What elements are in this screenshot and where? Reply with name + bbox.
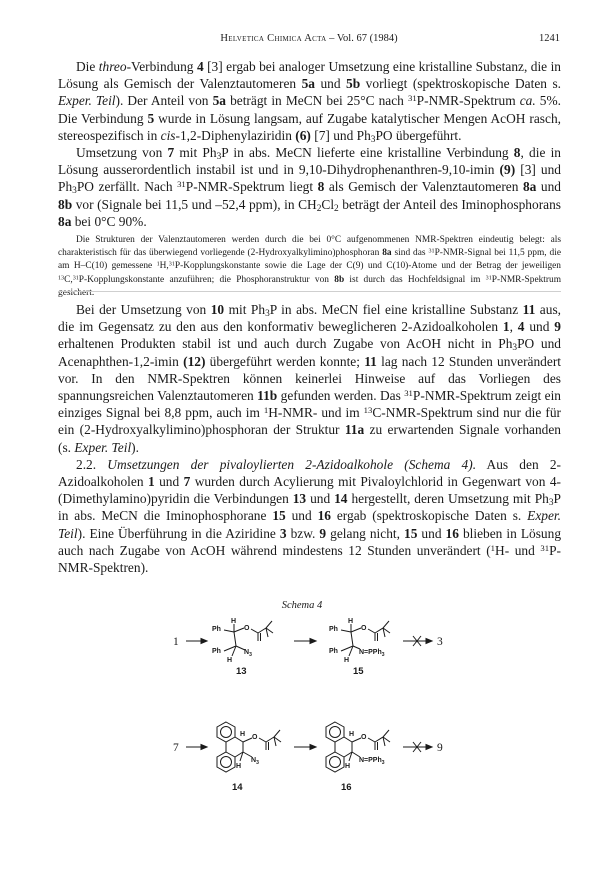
scheme-title: Schema 4 xyxy=(281,600,323,611)
svg-text:Ph: Ph xyxy=(212,626,221,633)
scheme-label-3: 3 xyxy=(437,636,443,648)
arrowhead xyxy=(310,745,316,750)
paragraph-section-2-2: 2.2. Umsetzungen der pivaloylierten 2-Azidoalkohole (Schema 4). Aus den 2-Azidoalkoholen 1 und 7 wurden durch Acylierung mit Pivaloylchlorid in Gegenwart von 4-(Dimethylamino)pyridin die Verbindungen 13 und 14 hergestellt, deren Umsetzung mit $Ph_3P$ in abs. MeCN die Iminophosphorane 15 und 16 ergab (spektroskopische Daten s. Exper. Teil). Eine Überführung in die Aziridine 3 bzw. 9 gelang nicht, 15 und 16 blieben in Lösung auch nach Zugabe von AcOH während mindestens 12 Stunden unverändert ($^1$H- und $^{31}$P-NMR-Spektren). xyxy=(58,456,562,576)
structure-15 xyxy=(329,618,390,664)
structure-14 xyxy=(217,722,281,772)
scheme-label-7: 7 xyxy=(173,742,179,754)
svg-text:N3: $N_3$ xyxy=(244,649,252,658)
svg-text:N=PPh3: N=PPh$_3$ xyxy=(359,649,385,658)
svg-text:Ph: Ph xyxy=(212,648,221,655)
journal-volume: Vol. 67 (1984) xyxy=(336,33,398,44)
svg-text:O: O xyxy=(361,625,367,632)
svg-text:H: H xyxy=(236,763,242,770)
scheme-label-9: 9 xyxy=(437,742,443,754)
svg-text:H: H xyxy=(345,763,351,770)
running-header: Helvetica Chimica Acta – Vol. 67 (1984) 1241 xyxy=(220,33,560,44)
no-reaction-arrow xyxy=(403,742,432,752)
svg-text:O: O xyxy=(244,625,250,632)
svg-text:O: O xyxy=(252,734,258,741)
arrowhead xyxy=(201,745,207,750)
svg-text:Ph: Ph xyxy=(329,626,338,633)
scheme-label-16: 16 xyxy=(341,782,352,793)
svg-text:H: H xyxy=(348,618,354,625)
page-number: 1241 xyxy=(539,33,560,44)
svg-text:H: H xyxy=(231,618,237,625)
scheme-label-1: 1 xyxy=(173,636,179,648)
no-reaction-arrow xyxy=(403,636,432,646)
scheme-label-15: 15 xyxy=(353,666,364,677)
svg-text:H: H xyxy=(240,731,246,738)
structure-16 xyxy=(326,722,390,772)
svg-text:Ph: Ph xyxy=(329,648,338,655)
svg-text:H: H xyxy=(349,731,355,738)
arrowhead xyxy=(310,639,316,644)
svg-text:O: O xyxy=(361,734,367,741)
paragraph-umsetzung-10: Bei der Umsetzung von 10 mit $Ph_3P$ in abs. MeCN fiel eine kristalline Substanz 11 aus, die im Gegensatz zu den aus den konformativ beweglicheren 2-Azidoalkoholen 1, 4 und 9 erhaltenen Produkten stabil ist und auch durch Zugabe von AcOH nicht in $Ph_3PO$ und Acenaphthen-1,2-imin (12) übergeführt werden konnte; 11 lag nach 12 Stunden unverändert vor. In den NMR-Spektren können keinerlei Hinweise auf das Vorliegen des spannungsreichen Valenztautomeren 11b gefunden werden. Das $^{31}$P-NMR-Spektrum zeigt ein einziges Signal bei 8,8 ppm, auch im $^1$H-NMR- und im $^{13}$C-NMR-Spektrum sind nur die für ein (2-Hydroxyalkylimino)phosphoran der Struktur 11a zu erwartenden Signale vorhanden (s. Exper. Teil). xyxy=(58,302,562,455)
svg-text:H: H xyxy=(227,657,233,664)
journal-name: Helvetica Chimica Acta xyxy=(220,33,327,44)
small-print-note: Die Strukturen der Valenztautomeren werden durch die bei 0°C aufgenommenen NMR-Spektren eindeutig belegt: als charakteristisch für das überwiegend vorliegende (2-Hydroxyalkylimino)phosphoran 8a sind das $^{31}$P-NMR-Signal bei 11,5 ppm, die am H–C(10) gemessene $^1$H,$^{31}$P-Kopplungskonstante sowie die Lage der C(9) und C(10)-Atome und der Betrag der jeweiligen $^{13}$C,$^{31}$P-Kopplungskonstante anzuführen; die Phosphoranstruktur von 8b ist durch das Hochfeldsignal im $^{31}$P-NMR-Spektrum gesichert. xyxy=(58,235,562,298)
svg-text:N=PPh3: N=PPh$_3$ xyxy=(359,757,385,766)
arrowhead xyxy=(201,639,207,644)
scheme-label-13: 13 xyxy=(236,666,247,677)
scheme-label-14: 14 xyxy=(232,782,243,793)
paragraph-threo: Die threo-Verbindung 4 [3] ergab bei analoger Umsetzung eine kristalline Substanz, die in Lösung als Gemisch der Valenztautomeren 5a und 5b vorliegt (spektroskopische Daten s. Exper. Teil). Der Anteil von 5a beträgt in MeCN bei 25°C nach $^{31}$P-NMR-Spektrum ca. 5%. Die Verbindung 5 wurde in Lösung langsam, auf Zugabe katalytischer Mengen AcOH rasch, stereospezifisch in cis-1,2-Diphenylaziridin (6) [7] und $Ph_3PO$ übergeführt. xyxy=(58,59,562,145)
structure-13 xyxy=(212,618,273,664)
paragraph-umsetzung-7: Umsetzung von 7 mit $Ph_3P$ in abs. MeCN lieferte eine kristalline Verbindung 8, die in Lösung ausserordentlich instabil ist und in 9,10-Dihydrophenanthren-9,10-imin (9) [3] und $Ph_3PO$ zerfällt. Nach $^{31}$P-NMR-Spektrum liegt 8 als Gemisch der Valenztautomeren 8a und 8b vor (Signale bei 11,5 und –52,4 ppm), in $CH_2Cl_2$ beträgt der Anteil des Iminophosphorans 8a bei 0°C 90%. xyxy=(58,145,562,229)
svg-text:N3: $N_3$ xyxy=(251,757,259,766)
svg-text:H: H xyxy=(344,657,350,664)
